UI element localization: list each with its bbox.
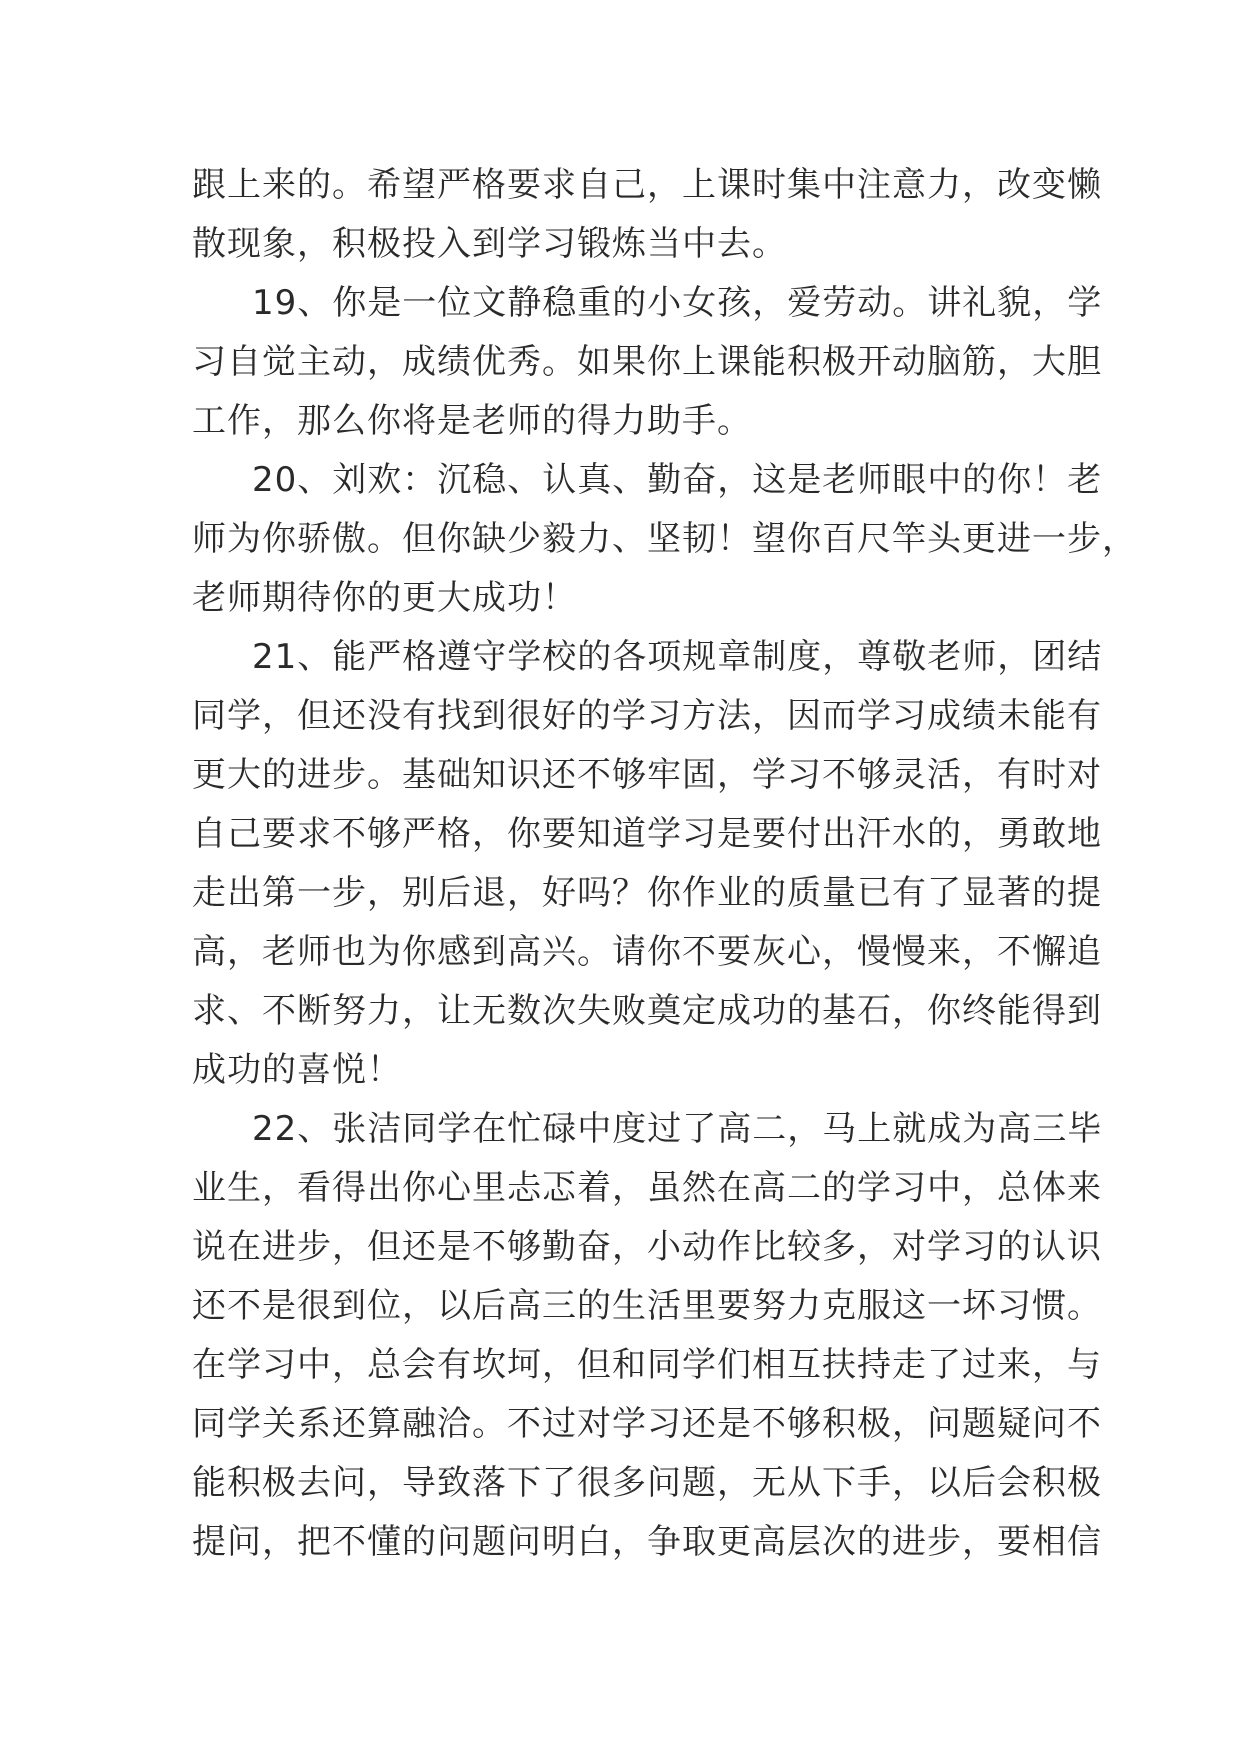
text-line: 还不是很到位，以后高三的生活里要努力克服这一坏习惯。 [192, 1286, 1102, 1326]
text-line: 说在进步，但还是不够勤奋，小动作比较多，对学习的认识 [192, 1227, 1102, 1267]
text-line: 跟上来的。希望严格要求自己，上课时集中注意力，改变懒 [192, 165, 1102, 205]
text-line: 同学，但还没有找到很好的学习方法，因而学习成绩未能有 [192, 696, 1102, 736]
text-line: 师为你骄傲。但你缺少毅力、坚韧！望你百尺竿头更进一步， [192, 519, 1137, 559]
text-line: 21、能严格遵守学校的各项规章制度，尊敬老师，团结 [252, 637, 1103, 677]
text-line: 在学习中，总会有坎坷，但和同学们相互扶持走了过来，与 [192, 1345, 1102, 1385]
text-line: 走出第一步，别后退，好吗？你作业的质量已有了显著的提 [192, 873, 1102, 913]
document-body [192, 156, 1137, 1572]
text-line: 散现象，积极投入到学习锻炼当中去。 [192, 224, 787, 264]
text-line: 高，老师也为你感到高兴。请你不要灰心，慢慢来，不懈追 [192, 932, 1102, 972]
text-line: 22、张洁同学在忙碌中度过了高二，马上就成为高三毕 [252, 1109, 1103, 1149]
text-line: 能积极去问，导致落下了很多问题，无从下手，以后会积极 [192, 1463, 1102, 1503]
text-line: 求、不断努力，让无数次失败奠定成功的基石，你终能得到 [192, 991, 1102, 1031]
text-line: 提问，把不懂的问题问明白，争取更高层次的进步，要相信 [192, 1522, 1102, 1562]
text-line: 工作，那么你将是老师的得力助手。 [192, 401, 752, 441]
text-line: 业生，看得出你心里忐忑着，虽然在高二的学习中，总体来 [192, 1168, 1102, 1208]
text-line: 老师期待你的更大成功！ [192, 578, 577, 618]
text-line: 同学关系还算融洽。不过对学习还是不够积极，问题疑问不 [192, 1404, 1102, 1444]
text-line: 自己要求不够严格，你要知道学习是要付出汗水的，勇敢地 [192, 814, 1102, 854]
text-line: 习自觉主动，成绩优秀。如果你上课能积极开动脑筋，大胆 [192, 342, 1102, 382]
text-line: 19、你是一位文静稳重的小女孩，爱劳动。讲礼貌，学 [252, 283, 1103, 323]
text-line: 20、刘欢：沉稳、认真、勤奋，这是老师眼中的你！老 [252, 460, 1103, 500]
text-line: 更大的进步。基础知识还不够牢固，学习不够灵活，有时对 [192, 755, 1102, 795]
text-line: 成功的喜悦！ [192, 1050, 402, 1090]
